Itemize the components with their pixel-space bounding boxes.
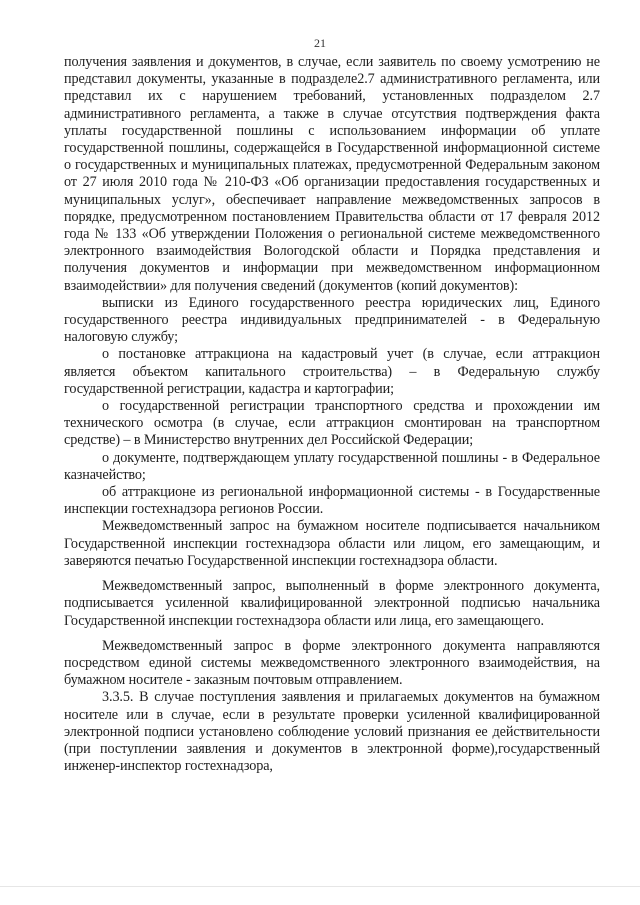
bottom-edge-line — [0, 886, 640, 887]
paragraph-electronic-request: Межведомственный запрос, выполненный в форме электронного документа, подписывается усиленной квалифицированной электронной подписью начальника Государственной инспекции гостехнадзора области или лица, его замещающего. — [64, 578, 600, 629]
paragraph-3-3-5: 3.3.5. В случае поступления заявления и прилагаемых документов на бумажном носителе или в случае, если в результате проверки усиленной квалифицированной электронной подписи установлено соблюдение условий признания ее действительности (при поступлении заявления и документов в электронной форме),государственный инженер-инспектор гостехнадзора, — [64, 689, 600, 775]
list-item-transport-registration: о государственной регистрации транспортного средства и прохождении им технического осмотра (в случае, если аттракцион смонтирован на транспортном средстве) – в Министерство внутренних дел Российской Федерации; — [64, 398, 600, 449]
list-item-treasury: о документе, подтверждающем уплату государственной пошлины - в Федеральное казначейство; — [64, 449, 600, 483]
list-item-cadastre: о постановке аттракциона на кадастровый учет (в случае, если аттракцион является объектом капитального строительства) – в Федеральную службу государственной регистрации, кадастра и картографии; — [64, 346, 600, 397]
paragraph-paper-request: Межведомственный запрос на бумажном носителе подписывается начальником Государственной инспекции гостехнадзора области или лицом, его замещающим, и заверяются печатью Государственной инспекции гостехнадзора области. — [64, 518, 600, 569]
list-item-regional-system: об аттракционе из региональной информационной системы - в Государственные инспекции гостехнадзора регионов России. — [64, 484, 600, 518]
paragraph-request-delivery: Межведомственный запрос в форме электронного документа направляются посредством единой системы межведомственного электронного взаимодействия, на бумажном носителе - заказным почтовым отправлением. — [64, 637, 600, 689]
list-item-tax-service: выписки из Единого государственного реестра юридических лиц, Единого государственного реестра индивидуальных предпринимателей - в Федеральную налоговую службу; — [64, 294, 600, 346]
page-number: 21 — [314, 36, 326, 50]
document-body — [64, 54, 600, 775]
paragraph-continuation: получения заявления и документов, в случае, если заявитель по своему усмотрению не представил документы, указанные в подразделе2.7 административного регламента, или представил их с нарушением требований, установленных подразделом 2.7 административного регламента, а также в случае отсутствия подтверждения факта уплаты государственной пошлины с использованием информации об уплате государственной пошлины, содержащейся в Государственной информационной системе о государственных и муниципальных платежах, предусмотренной Федеральным законом от 27 июля 2010 года № 210-ФЗ «Об организации предоставления государственных и муниципальных услуг», обеспечивает направление межведомственных запросов в порядке, предусмотренном постановлением Правительства области от 17 февраля 2012 года № 133 «Об утверждении Положения о региональной системе межведомственного электронного взаимодействия Вологодской области и Порядка представления и получения документов и информации при межведомственном информационном взаимодействии» для получения сведений (документов (копий документов): — [64, 54, 600, 294]
